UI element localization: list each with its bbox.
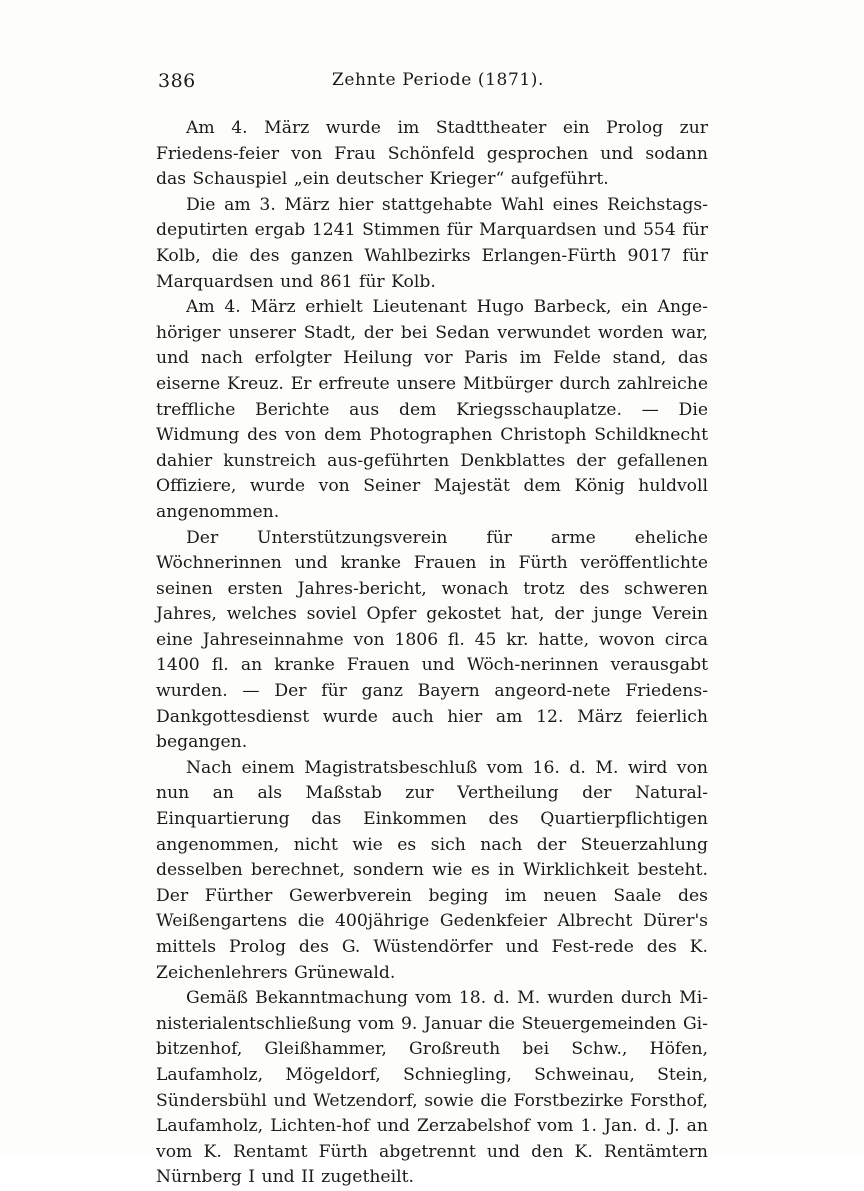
- page-header: [158, 70, 718, 100]
- paragraph-prolog: Am 4. März wurde im Stadttheater ein Prolog zur Friedens-feier von Frau Schönfeld gesprochen und sodann das Schauspiel „ein deutscher Krieger“ aufgeführt.: [156, 118, 708, 190]
- paragraph-barbeck: Am 4. März erhielt Lieutenant Hugo Barbeck, ein Ange-höriger unserer Stadt, der bei Sedan verwundet worden war, und nach erfolgter Heilung vor Paris im Felde stand, das eiserne Kreuz. Er erfreute unsere Mitbürger durch zahlreiche treffliche Berichte aus dem Kriegsschauplatze. — Die Widmung des von dem Photographen Christoph Schildknecht dahier kunstreich aus-geführten Denkblattes der gefallenen Offiziere, wurde von Seiner Majestät dem König huldvoll angenommen.: [156, 297, 708, 522]
- running-title: Zehnte Periode (1871).: [331, 70, 545, 90]
- paragraph-bekanntmachung: Gemäß Bekanntmachung vom 18. d. M. wurden durch Mi-nisterialentschließung vom 9. Januar die Steuergemeinden Gi-bitzenhof, Gleißhammer, Großreuth bei Schw., Höfen, Laufamholz, Mögeldorf, Schniegling, Schweinau, Stein, Sündersbühl und Wetzendorf, sowie die Forstbezirke Forsthof, Laufamholz, Lichten-hof und Zerzabelshof vom 1. Jan. d. J. an vom K. Rentamt Fürth abgetrennt und den K. Rentämtern Nürnberg I und II zugetheilt.: [156, 988, 708, 1188]
- page-number: 386: [158, 70, 196, 92]
- body-text: [156, 116, 708, 1191]
- paragraph-reichstag-election: Die am 3. März hier stattgehabte Wahl eines Reichstags-deputirten ergab 1241 Stimmen für Marquardsen und 554 für Kolb, die des ganzen Wahlbezirks Erlangen-Fürth 9017 für Marquardsen und 861 für Kolb.: [156, 194, 708, 292]
- paragraph-magistratsbeschluss: Nach einem Magistratsbeschluß vom 16. d. M. wird von nun an als Maßstab zur Vertheilung der Natural-Einquartierung das Einkommen des Quartierpflichtigen angenommen, nicht wie es sich nach der Steuerzahlung desselben berechnet, sondern wie es in Wirklichkeit besteht. Der Fürther Gewerbverein beging im neuen Saale des Weißengartens die 400jährige Gedenkfeier Albrecht Dürer's mittels Prolog des G. Wüstendörfer und Fest-rede des K. Zeichenlehrers Grünewald.: [156, 757, 708, 983]
- paragraph-unterstuetzungsverein: Der Unterstützungsverein für arme eheliche Wöchnerinnen und kranke Frauen in Fürth veröffentlichte seinen ersten Jahres-bericht, wonach trotz des schweren Jahres, welches soviel Opfer gekostet hat, der junge Verein eine Jahreseinnahme von 1806 fl. 45 kr. hatte, wovon circa 1400 fl. an kranke Frauen und Wöch-nerinnen verausgabt wurden. — Der für ganz Bayern angeord-nete Friedens-Dankgottesdienst wurde auch hier am 12. März feierlich begangen.: [156, 527, 708, 753]
